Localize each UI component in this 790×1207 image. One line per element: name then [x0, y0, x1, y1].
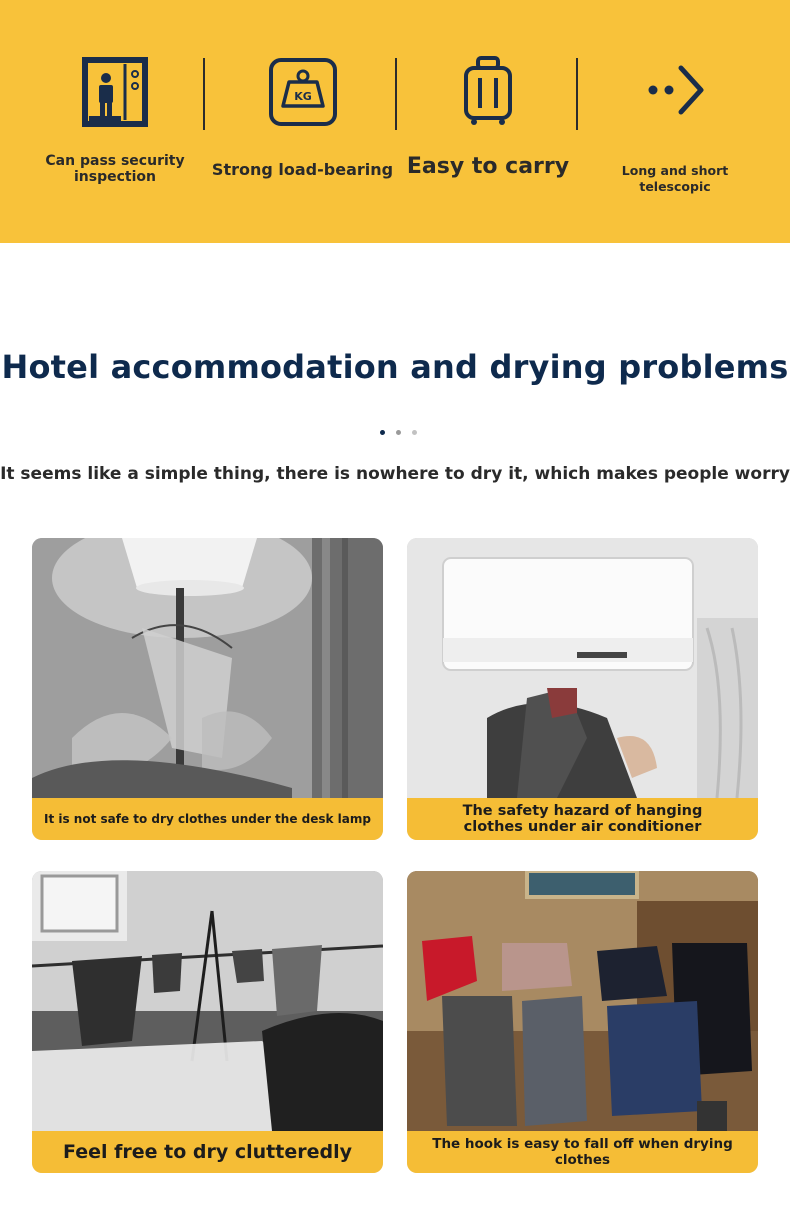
card-caption: Feel free to dry clutteredly	[32, 1131, 383, 1173]
card-caption: The safety hazard of hanging clothes under air conditioner	[407, 798, 758, 840]
feature-telescopic	[585, 0, 765, 243]
card-caption: The hook is easy to fall off when drying clothes	[407, 1131, 758, 1173]
problem-card-air-conditioner	[407, 538, 758, 840]
feature-load-bearing	[210, 0, 395, 243]
dot	[396, 430, 401, 435]
desk-lamp-photo	[32, 538, 383, 798]
divider	[576, 58, 578, 130]
dot	[412, 430, 417, 435]
feature-security	[30, 0, 200, 243]
security-gate-icon	[79, 56, 151, 128]
feature-banner	[0, 0, 790, 243]
weight-kg-icon	[267, 56, 339, 128]
divider	[203, 58, 205, 130]
cluttered-room-photo	[32, 871, 383, 1131]
dot-active	[380, 430, 385, 435]
feature-label: Can pass security inspection	[45, 153, 185, 185]
problem-card-hooks	[407, 871, 758, 1173]
feature-easy-carry	[398, 0, 578, 243]
problem-card-cluttered	[32, 871, 383, 1173]
divider	[395, 58, 397, 130]
kg-text: KG	[293, 90, 312, 103]
page-title: Hotel accommodation and drying problems	[1, 348, 789, 386]
hanging-clothes-photo	[407, 871, 758, 1131]
subheadline: It seems like a simple thing, there is nowhere to dry it, which makes people worry	[0, 464, 790, 484]
air-conditioner-photo	[407, 538, 758, 798]
telescopic-arrow-icon	[639, 56, 711, 128]
feature-label: Easy to carry	[406, 154, 570, 179]
problem-card-desk-lamp	[32, 538, 383, 840]
feature-label: Strong load-bearing	[211, 160, 394, 179]
suitcase-icon	[452, 56, 524, 128]
card-caption: It is not safe to dry clothes under the desk lamp	[32, 798, 383, 840]
feature-label: Long and short telescopic	[621, 163, 729, 194]
carousel-dots	[380, 430, 420, 438]
